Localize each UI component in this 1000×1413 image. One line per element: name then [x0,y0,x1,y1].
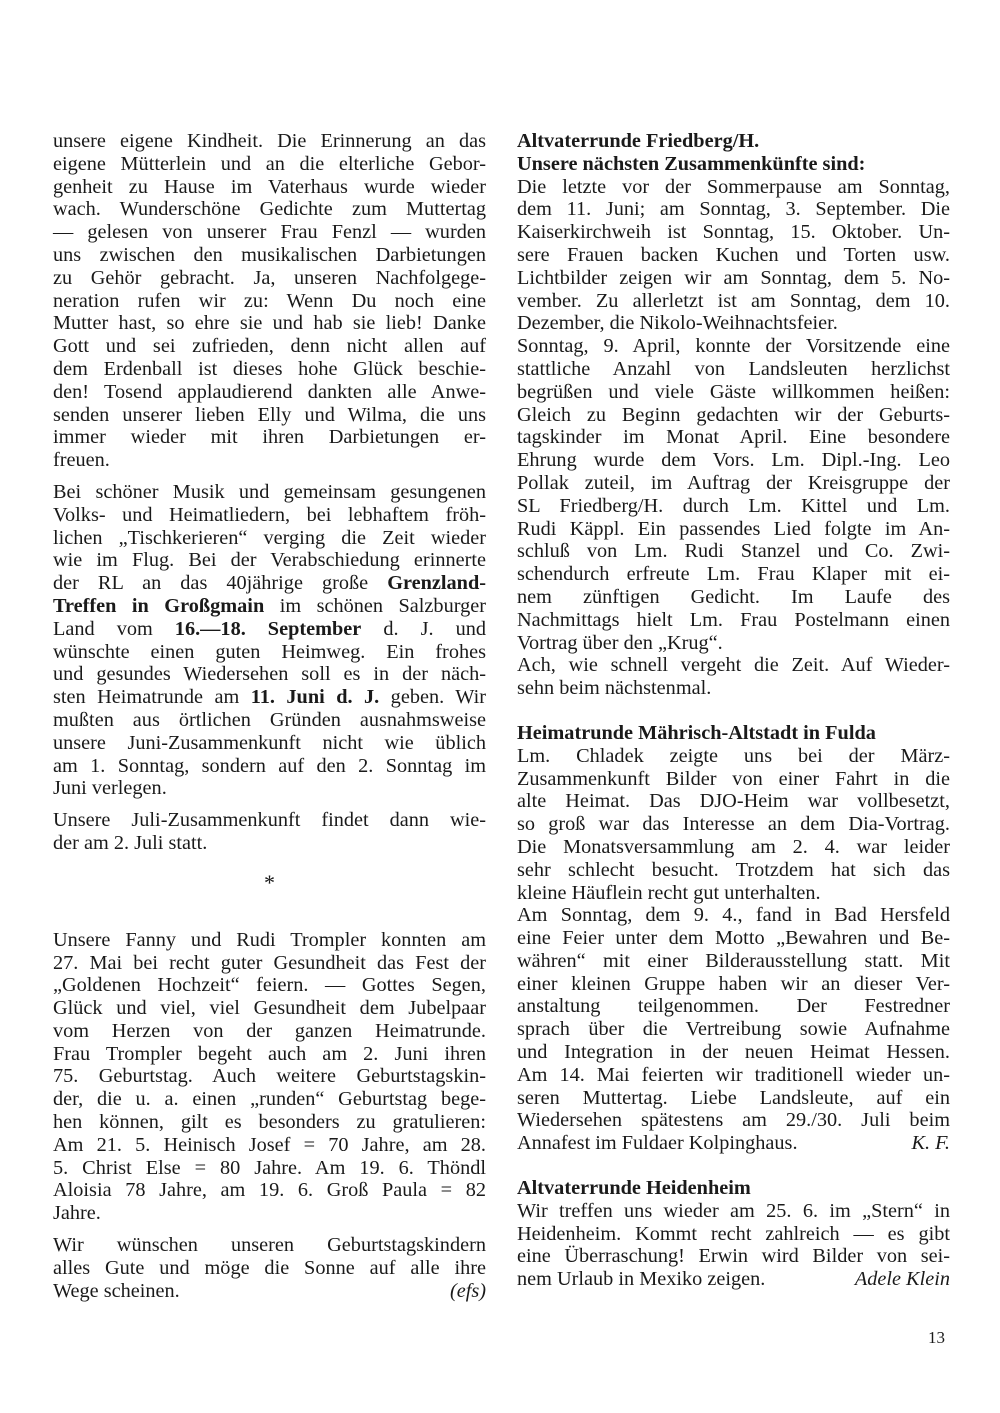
text-line: eine Feier unter dem Motto „Bewahren und Be- [517,927,950,950]
text-line [53,595,486,618]
text-line: Kaiserkirchweih ist Sonntag, 15. Oktober. Un- [517,221,950,244]
text-line: immer wieder mit ihren Darbietungen er- [53,426,486,449]
text-line: Jahre. [53,1202,101,1225]
text-line: unsere Juni-Zusammenkunft nicht wie üblich [53,731,486,754]
text-fragment: Land vom [53,617,175,640]
text-line: wach. Wunderschöne Gedichte zum Muttertag [53,198,486,221]
text-line: hen können, gilt es besonders zu gratulieren: [53,1111,486,1134]
text-line: Wir treffen uns wieder am 25. 6. im „Stern“ in [517,1199,950,1222]
text-line: zu Gehör gebracht. Ja, unseren Nachfolgege- [53,266,486,289]
section-gap [517,700,950,722]
section-heading: Altvaterrunde Friedberg/H. [517,130,760,152]
section-heading: Altvaterrunde Heidenheim [517,1177,751,1200]
section-heidenheim [517,1177,950,1291]
text-fragment: d. J. und [361,617,486,640]
bold-date: 11. Juni d. J. [250,686,380,709]
paragraph-gap [53,472,486,481]
section-fulda [517,722,950,1155]
text-line: sprach über die Vertreibung sowie Aufnahme [517,1018,950,1041]
left-column [53,130,486,1302]
text-line: Sonntag, 9. April, konnte der Vorsitzende eine [517,335,950,358]
paragraph-trompler [53,929,486,1225]
text-line: Wiedersehen spätestens am 29./30. Juli beim [517,1109,950,1132]
text-line: Glück und viel, viel Gesundheit dem Jubelpaar [53,997,486,1020]
text-line: — gelesen von unserer Frau Fenzl — wurden [53,221,486,244]
bold-date: 16.—18. September [174,617,362,640]
text-line: senden unserer lieben Elly und Wilma, die uns [53,403,486,426]
text-line [53,618,486,641]
text-line: Ehrung wurde dem Vors. Lm. Dipl.-Ing. Leo [517,449,950,472]
section-subheading: Unsere nächsten Zusammenkünfte sind: [517,152,866,175]
text-line: eine Überraschung! Erwin wird Bilder von sei- [517,1245,950,1268]
text-line: SL Friedberg/H. durch Lm. Kittel und Lm. [517,494,950,517]
page-number: 13 [928,1328,945,1347]
text-line: uns zwischen den musikalischen Darbietungen [53,243,486,266]
text-line: Die Monatsversammlung am 2. 4. war leider [517,835,950,858]
text-line: Am 21. 5. Heinisch Josef = 70 Jahre, am 28. [53,1133,486,1156]
text-line: sere Frauen backen Kuchen und Torten usw. [517,243,950,266]
bold-event-name: Grenzland- [387,572,486,595]
text-line: vom Herzen von der ganzen Heimatrunde. [53,1019,486,1042]
text-line: Nachmittags hielt Lm. Frau Postelmann einen [517,608,950,631]
text-line: unsere eigene Kindheit. Die Erinnerung an das [53,130,486,152]
text-line: alte Heimat. Das DJO-Heim war vollbesetzt, [517,790,950,813]
text-line: Vortrag über den „Krug“. [517,631,723,654]
text-fragment: sten Heimatrunde am [53,686,251,709]
text-line: sehr schlecht besucht. Trotzdem hat sich das [517,858,950,881]
text-line [53,572,486,595]
text-line: anstaltung teilgenommen. Der Festredner [517,995,950,1018]
text-line: währen“ mit einer Bilderausstellung statt. Mit [517,949,950,972]
text-line: Volks- und Heimatliedern, bei lebhaftem fröh- [53,503,486,526]
text-line: mußten aus örtlichen Gründen ausnahmsweise [53,708,486,731]
text-line: Pollak zuteil, im Auftrag der Kreisgruppe der [517,471,950,494]
text-line: Heidenheim. Kommt recht zahlreich — es gibt [517,1222,950,1245]
text-line: genheit zu Hause im Vaterhaus wurde wieder [53,175,486,198]
text-fragment: geben. Wir [379,686,486,709]
text-line: eigene Mütterlein und an die elterliche Gebor- [53,152,486,175]
text-fragment: im schönen Salzburger [264,594,486,617]
text-fragment: nem Urlaub in Mexiko zeigen. [517,1268,766,1291]
text-line: begrüßen und viele Gäste willkommen heißen: [517,380,950,403]
text-line [517,1268,950,1291]
text-line: seren Muttertag. Liebe Landsleute, auf ein [517,1086,950,1109]
text-line: der am 2. Juli statt. [53,831,208,854]
text-line: 27. Mai bei recht guter Gesundheit das Fest der [53,951,486,974]
text-line: Gott und sei zufrieden, denn nicht allen auf [53,335,486,358]
paragraph-wuensche [53,1234,486,1302]
text-line: Bei schöner Musik und gemeinsam gesungenen [53,480,486,503]
right-column [517,130,950,1291]
text-line: neration rufen wir zu: Wenn Du noch eine [53,289,486,312]
text-line: und gesundes Wiedersehen soll es in der näch- [53,663,486,686]
text-line: 5. Christ Else = 80 Jahre. Am 19. 6. Thöndl [53,1156,486,1179]
section-friedberg [517,130,950,700]
text-line: Unsere Fanny und Rudi Trompler konnten am [53,928,486,951]
text-line [53,1280,486,1303]
text-line: Zusammenkunft Bilder von einer Fahrt in die [517,767,950,790]
text-line: stattliche Anzahl von Landsleuten herzlichst [517,357,950,380]
text-line: am 1. Sonntag, sondern auf den 2. Sonntag im [53,754,486,777]
text-line: wie im Flug. Bei der Verabschiedung erinnerte [53,549,486,572]
author-signature: (efs) [449,1279,486,1302]
section-gap [517,1155,950,1177]
text-line: Mutter hast, so ehre sie und hab sie lieb! Danke [53,312,486,335]
paragraph-musik [53,481,486,800]
text-line: freuen. [53,449,110,472]
text-line: tagskinder im Monat April. Eine besondere [517,426,950,449]
text-line: so groß war das Interesse an dem Dia-Vortrag. [517,813,950,836]
text-line: Lm. Chladek zeigte uns bei der März- [517,744,950,767]
text-line: Lichtbilder zeigen wir am Sonntag, dem 5. No- [517,266,950,289]
paragraph-gap [53,1225,486,1234]
text-line: Wir wünschen unseren Geburtstagskindern [53,1234,486,1257]
text-line: Am Sonntag, dem 9. 4., fand in Bad Hersfeld [517,904,950,927]
text-line: Ach, wie schnell vergeht die Zeit. Auf Wieder- [517,654,950,677]
text-line: Gleich zu Beginn gedachten wir der Geburts- [517,403,950,426]
text-line: Juni verlegen. [53,777,167,800]
text-line: dem 11. Juni; am Sonntag, 3. September. Die [517,198,950,221]
text-line: der, die u. a. einen „runden“ Geburtstag bege- [53,1088,486,1111]
text-line: Die letzte vor der Sommerpause am Sonntag, [517,175,950,198]
text-fragment: Annafest im Fuldaer Kolpinghaus. [517,1132,798,1155]
text-line: dem Erdenball ist dieses hohe Glück beschie- [53,357,486,380]
text-line: Frau Trompler begeht auch am 2. Juni ihren [53,1042,486,1065]
text-line: Dezember, die Nikolo-Weihnachtsfeier. [517,312,838,335]
text-line [517,1132,950,1155]
author-signature: K. F. [911,1132,950,1155]
text-line: „Goldenen Hochzeit“ feiern. — Gottes Segen, [53,974,486,997]
text-line [53,686,486,709]
text-line: und Integration in der neuen Heimat Hessen. [517,1041,950,1064]
text-line: nem zünftigen Gedicht. Im Laufe des [517,585,950,608]
text-fragment: Wege scheinen. [53,1279,180,1302]
text-line: lichen „Tischkerieren“ verging die Zeit wieder [53,526,486,549]
text-line: Rudi Käppl. Ein passendes Lied folgte im An- [517,517,950,540]
paragraph-gap [53,800,486,809]
text-line: kleine Häuflein recht gut unterhalten. [517,881,821,904]
text-line: vember. Zu allerletzt ist am Sonntag, dem 10. [517,289,950,312]
text-line: 75. Geburtstag. Auch weitere Geburtstagskin- [53,1065,486,1088]
text-line: schluß von Lm. Rudi Stanzel und Co. Zwi- [517,540,950,563]
section-separator: * [264,869,275,895]
paragraph-kindheit [53,130,486,472]
paragraph-juli [53,809,486,855]
text-line: Aloisia 78 Jahre, am 19. 6. Groß Paula = 82 [53,1179,486,1202]
bold-event-name: Treffen in Großgmain [53,594,265,617]
text-line: wünschte einen guten Heimweg. Ein frohes [53,640,486,663]
author-signature: Adele Klein [854,1268,950,1291]
text-line: alles Gute und möge die Sonne auf alle ihre [53,1256,486,1279]
section-heading: Heimatrunde Mährisch-Altstadt in Fulda [517,721,876,744]
text-fragment: der RL an das 40jährige große [53,572,388,595]
text-line: Unsere Juli-Zusammenkunft findet dann wie- [53,809,486,832]
text-line: sehn beim nächstenmal. [517,677,712,700]
text-line: schendurch erfreute Lm. Frau Klaper mit ei- [517,563,950,586]
text-line: den! Tosend applaudierend dankten alle Anwe- [53,380,486,403]
text-line: Am 14. Mai feierten wir traditionell wieder un- [517,1063,950,1086]
text-line: einer kleinen Gruppe haben wir an dieser Ver- [517,972,950,995]
